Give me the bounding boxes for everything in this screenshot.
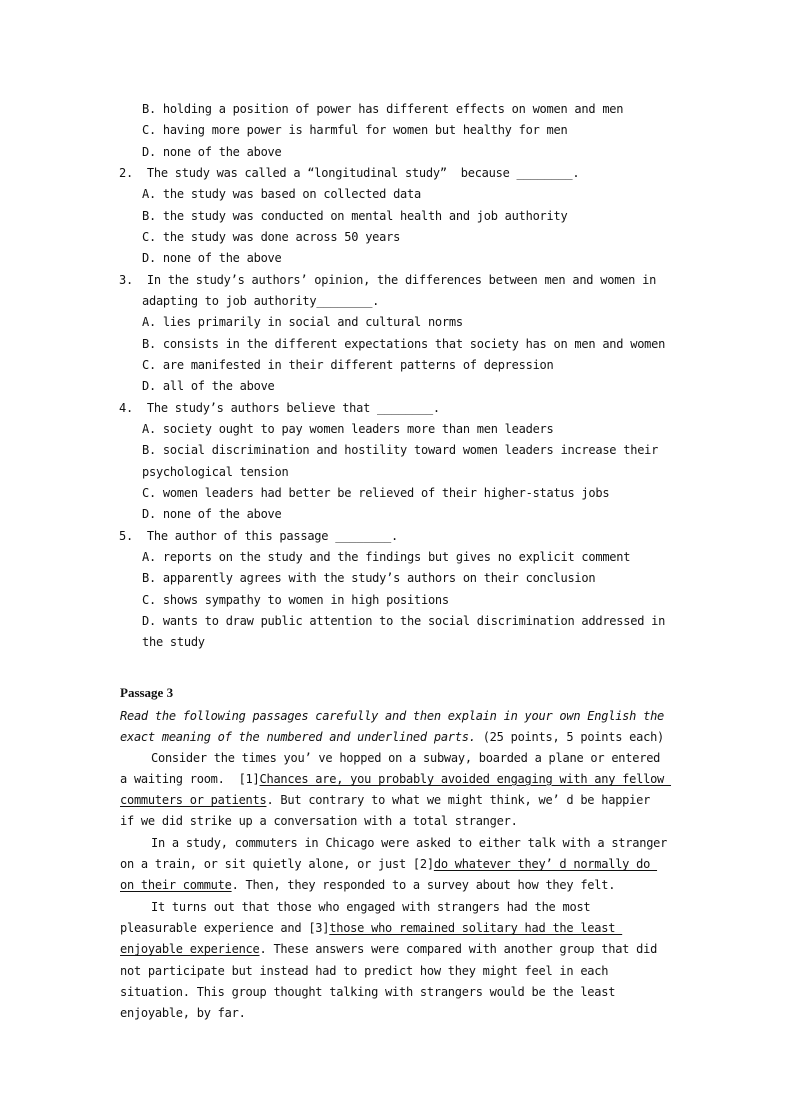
q5-option-d: D. wants to draw public attention to the social discrimination addressed in <box>142 614 666 628</box>
p3-line-1: It turns out that those who engaged with strangers had the most <box>151 900 591 914</box>
underlined-part-3: those who remained solitary had the least <box>329 921 623 935</box>
q2-option-a: A. the study was based on collected data <box>142 187 421 201</box>
p1-line-4: if we did strike up a conversation with a total stranger. <box>120 814 518 828</box>
underlined-part-1-cont: commuters or patients <box>120 793 267 807</box>
q2-option-b: B. the study was conducted on mental health and job authority <box>142 209 568 223</box>
p2-line-2 <box>120 857 657 871</box>
q3-stem-cont: adapting to job authority________. <box>142 294 380 308</box>
p1-line-3 <box>120 793 650 807</box>
q4-option-b: B. social discrimination and hostility toward women leaders increase their <box>142 443 659 457</box>
p2-line-2-text: on a train, or sit quietly alone, or just [2] <box>120 857 434 871</box>
p2-line-1: In a study, commuters in Chicago were asked to either talk with a stranger <box>151 836 668 850</box>
passage-heading: Passage 3 <box>120 685 174 700</box>
q2-stem: 2. The study was called a “longitudinal study” because ________. <box>119 166 580 180</box>
q1-option-d: D. none of the above <box>142 145 282 159</box>
q4-option-c: C. women leaders had better be relieved of their higher-status jobs <box>142 486 610 500</box>
q4-option-d: D. none of the above <box>142 507 282 521</box>
p3-line-3-text: . These answers were compared with another group that did <box>259 942 658 956</box>
q4-option-b-cont: psychological tension <box>142 465 289 479</box>
p3-line-4: not participate but instead had to predict how they might feel in each <box>120 964 609 978</box>
q4-stem: 4. The study’s authors believe that ________. <box>119 401 440 415</box>
q2-option-c: C. the study was done across 50 years <box>142 230 401 244</box>
underlined-part-3-cont: enjoyable experience <box>120 942 260 956</box>
instruction-line-2 <box>120 730 664 744</box>
q2-option-d: D. none of the above <box>142 251 282 265</box>
q1-option-b: B. holding a position of power has different effects on women and men <box>142 102 624 116</box>
p2-line-3-text: . Then, they responded to a survey about how they felt. <box>231 878 616 892</box>
p1-line-2 <box>120 772 671 786</box>
q4-option-a: A. society ought to pay women leaders more than men leaders <box>142 422 554 436</box>
p3-line-6: enjoyable, by far. <box>120 1006 246 1020</box>
instruction-points: (25 points, 5 points each) <box>475 730 665 744</box>
q3-option-d: D. all of the above <box>142 379 275 393</box>
underlined-part-2: do whatever they’ d normally do <box>433 857 658 871</box>
q3-option-b: B. consists in the different expectations that society has on men and women <box>142 337 666 351</box>
underlined-part-2-cont: on their commute <box>120 878 232 892</box>
q5-stem: 5. The author of this passage ________. <box>119 529 398 543</box>
q3-option-c: C. are manifested in their different patterns of depression <box>142 358 554 372</box>
p1-line-2-text: a waiting room. [1] <box>120 772 260 786</box>
q5-option-a: A. reports on the study and the findings but gives no explicit comment <box>142 550 631 564</box>
p1-line-1: Consider the times you’ ve hopped on a subway, boarded a plane or entered <box>151 751 661 765</box>
p3-line-3 <box>120 942 657 956</box>
q5-option-d-cont: the study <box>142 635 205 649</box>
q3-stem: 3. In the study’s authors’ opinion, the differences between men and women in <box>119 273 657 287</box>
p3-line-2 <box>120 921 622 935</box>
q3-option-a: A. lies primarily in social and cultural norms <box>142 315 463 329</box>
instruction-italic-text: exact meaning of the numbered and underlined parts. <box>120 730 476 744</box>
q5-option-c: C. shows sympathy to women in high positions <box>142 593 449 607</box>
instruction-line-1: Read the following passages carefully and then explain in your own English the <box>120 709 665 723</box>
p2-line-3 <box>120 878 615 892</box>
p3-line-2-text: pleasurable experience and [3] <box>120 921 330 935</box>
underlined-part-1: Chances are, you probably avoided engaging with any fellow <box>259 772 672 786</box>
p1-line-3-text: . But contrary to what we might think, we’ d be happier <box>266 793 651 807</box>
q5-option-b: B. apparently agrees with the study’s authors on their conclusion <box>142 571 596 585</box>
p3-line-5: situation. This group thought talking with strangers would be the least <box>120 985 616 999</box>
q1-option-c: C. having more power is harmful for women but healthy for men <box>142 123 568 137</box>
